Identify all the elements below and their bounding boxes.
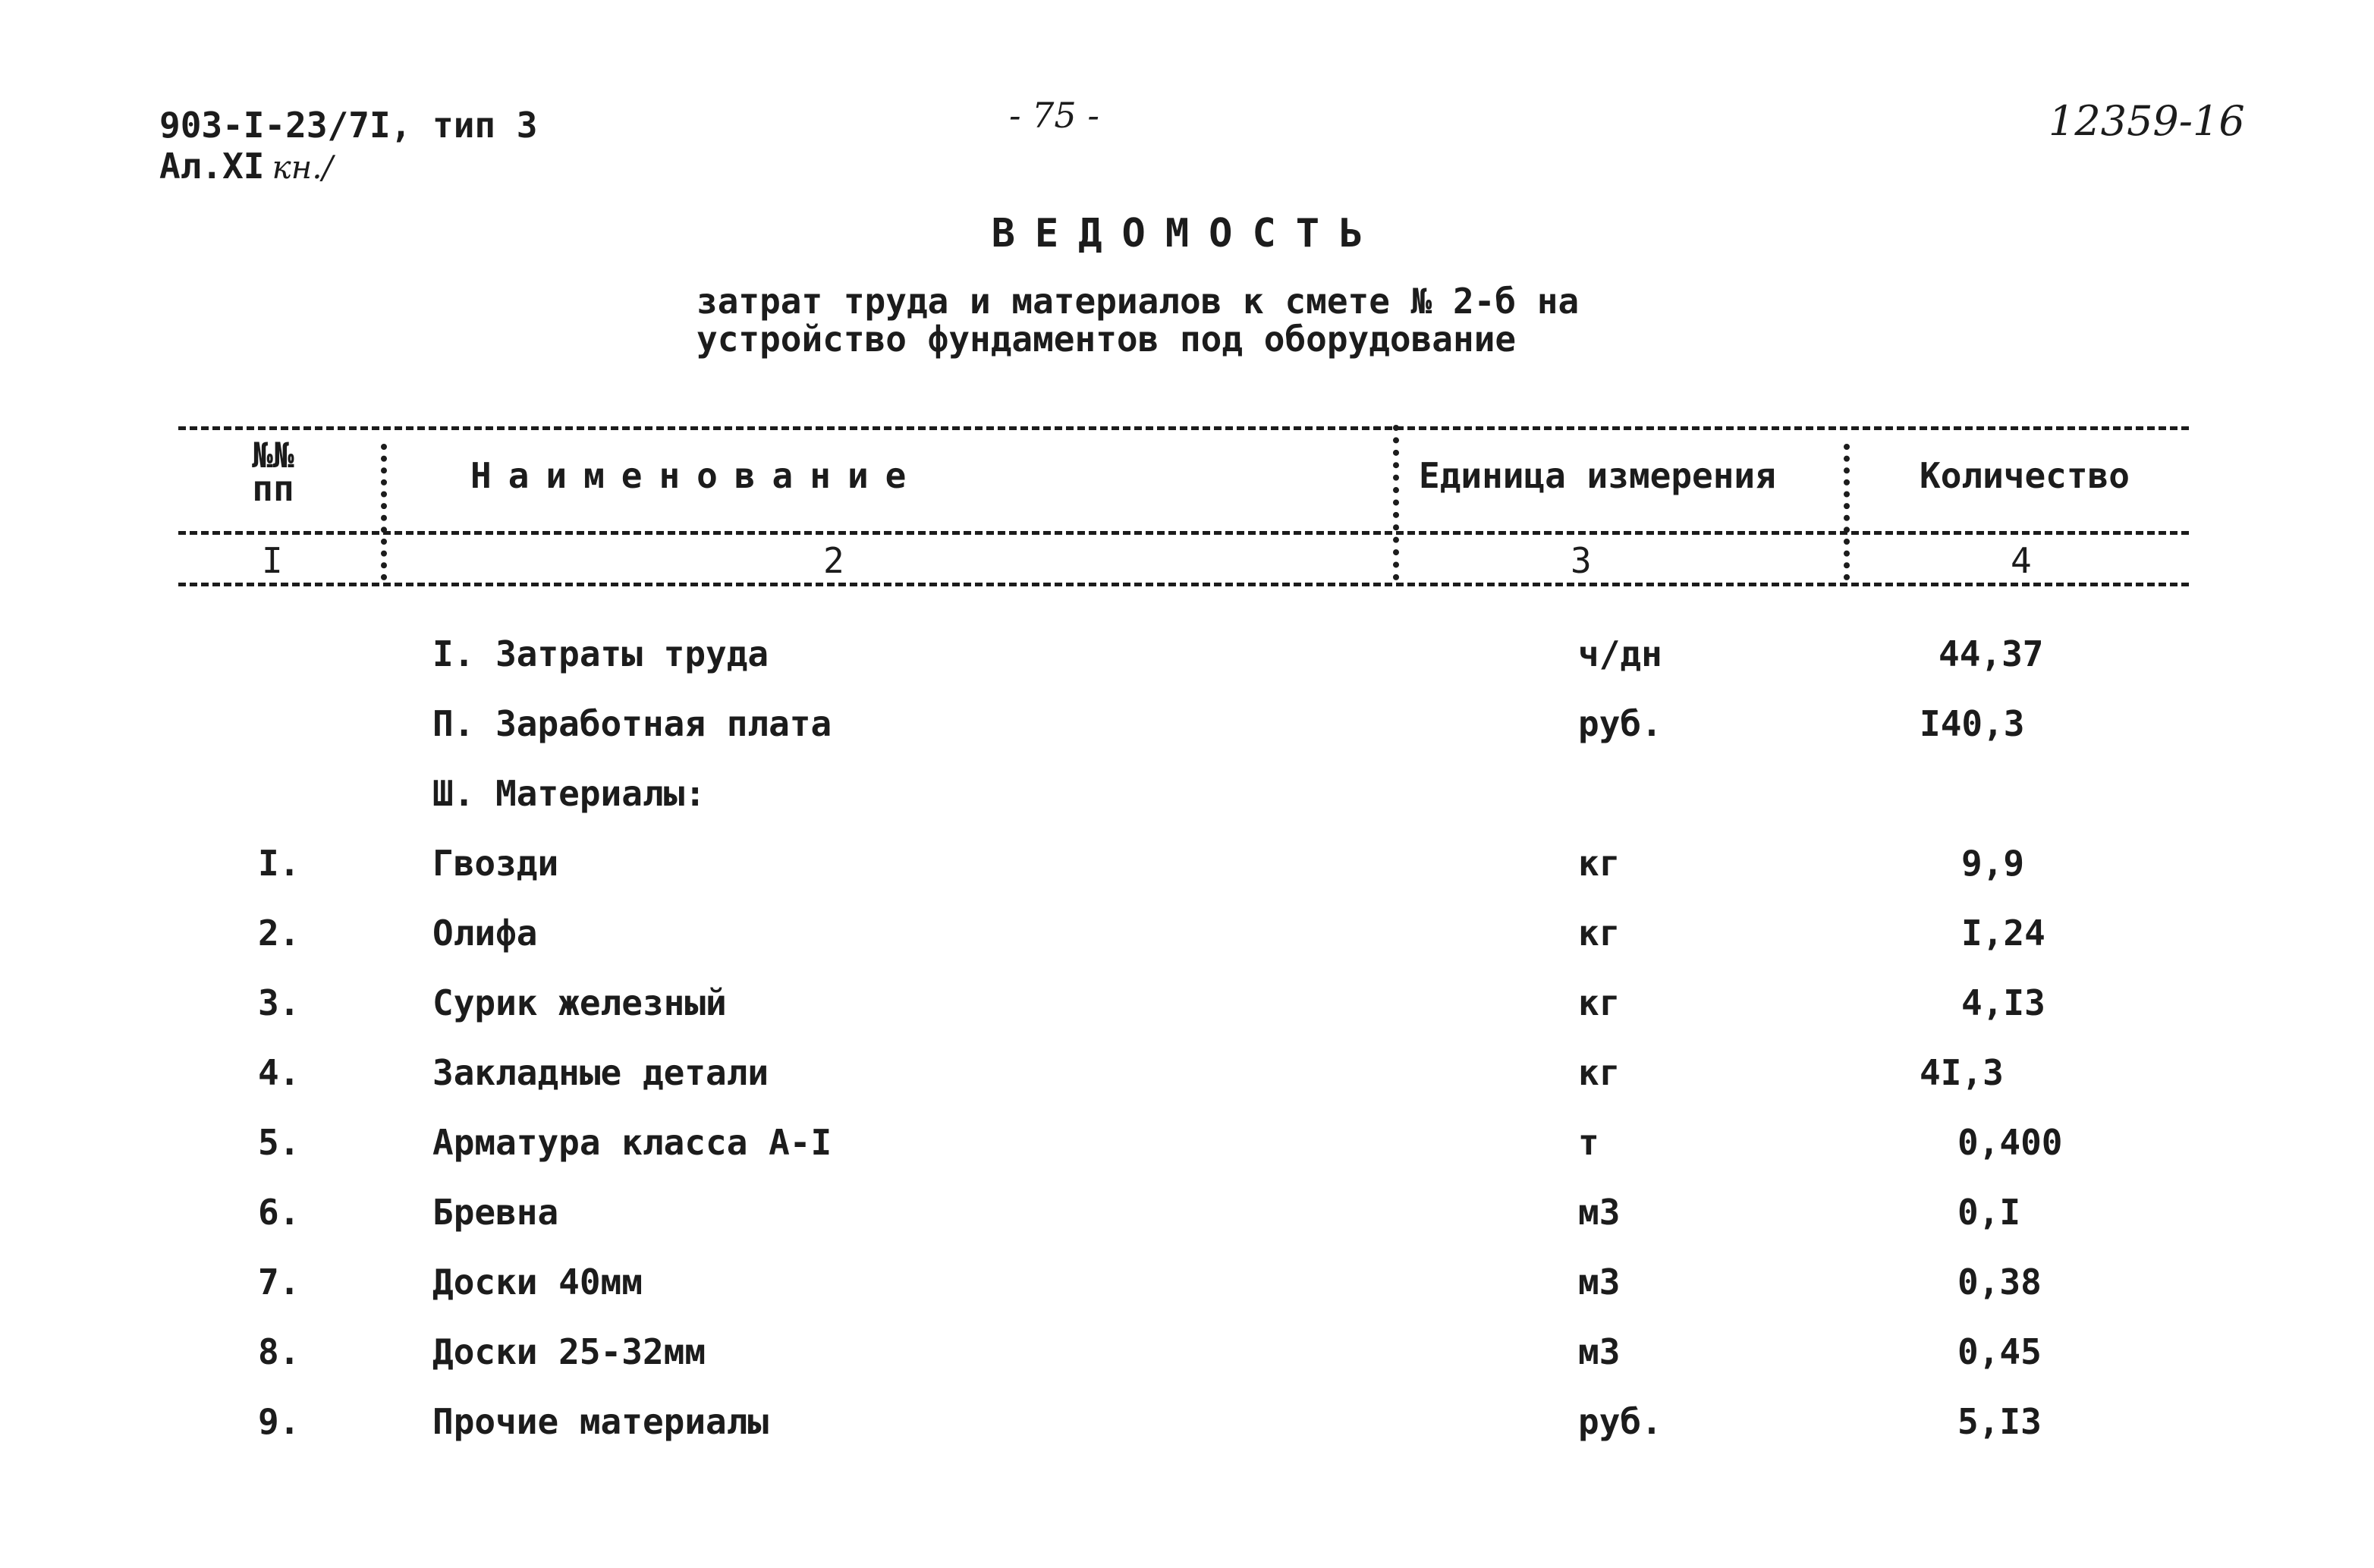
row-10-qty: 0,38 <box>1957 1262 2042 1302</box>
row-9-qty: 0,I <box>1957 1192 2021 1233</box>
column-header-quantity: Количество <box>1920 455 2130 496</box>
table-header-rule <box>178 531 2189 535</box>
row-2-qty: I40,3 <box>1920 703 2025 744</box>
row-4-qty: 9,9 <box>1961 843 2025 884</box>
row-1-name: I. Затраты труда <box>432 633 769 674</box>
row-12-name: Прочие материалы <box>432 1401 769 1442</box>
column-separator <box>381 444 387 580</box>
row-11-name: Доски 25-32мм <box>432 1331 706 1372</box>
row-11-unit: м3 <box>1578 1331 1621 1372</box>
row-5-qty: I,24 <box>1961 913 2045 954</box>
row-5-unit: кг <box>1578 913 1621 954</box>
row-12-unit: руб. <box>1578 1401 1662 1442</box>
column-header-number-line1: №№ <box>252 435 294 476</box>
row-8-num: 5. <box>258 1122 300 1163</box>
row-8-unit: т <box>1578 1122 1599 1163</box>
row-12-num: 9. <box>258 1401 300 1442</box>
row-4-num: I. <box>258 843 300 884</box>
row-5-num: 2. <box>258 913 300 954</box>
row-10-name: Доски 40мм <box>432 1262 643 1302</box>
document-subtitle: затрат труда и материалов к смете № 2-б на устройство фундаментов под оборудование <box>696 281 1580 360</box>
row-7-qty: 4I,3 <box>1920 1052 2004 1093</box>
column-number-1: I <box>262 540 283 581</box>
row-6-name: Сурик железный <box>432 982 727 1023</box>
row-9-unit: м3 <box>1578 1192 1621 1233</box>
row-1-unit: ч/дн <box>1578 633 1662 674</box>
row-11-qty: 0,45 <box>1957 1331 2042 1372</box>
row-6-qty: 4,I3 <box>1961 982 2045 1023</box>
row-10-num: 7. <box>258 1262 300 1302</box>
row-2-unit: руб. <box>1578 703 1662 744</box>
page-number: - 75 - <box>1009 95 1099 136</box>
document-code: 903-I-23/7I, тип 3 <box>159 105 538 146</box>
row-6-unit: кг <box>1578 982 1621 1023</box>
column-number-2: 2 <box>823 540 844 581</box>
row-5-name: Олифа <box>432 913 538 954</box>
row-10-unit: м3 <box>1578 1262 1621 1302</box>
row-7-num: 4. <box>258 1052 300 1093</box>
row-6-num: 3. <box>258 982 300 1023</box>
row-3-name: Ш. Материалы: <box>432 773 706 814</box>
column-header-number <box>220 435 326 509</box>
row-1-qty: 44,37 <box>1939 633 2044 674</box>
column-number-4: 4 <box>2011 540 2032 581</box>
row-12-qty: 5,I3 <box>1957 1401 2042 1442</box>
column-separator <box>1393 425 1399 580</box>
column-separator <box>1844 444 1850 580</box>
row-9-name: Бревна <box>432 1192 559 1233</box>
table-top-rule <box>178 426 2189 430</box>
row-4-unit: кг <box>1578 843 1621 884</box>
document-number: 12359-16 <box>2049 97 2245 145</box>
document-title: ВЕДОМОСТЬ <box>991 211 1383 256</box>
column-header-name: Наименование <box>470 455 923 496</box>
row-7-name: Закладные детали <box>432 1052 769 1093</box>
row-7-unit: кг <box>1578 1052 1621 1093</box>
table-column-number-rule <box>178 583 2189 586</box>
row-11-num: 8. <box>258 1331 300 1372</box>
row-8-qty: 0,400 <box>1957 1122 2063 1163</box>
volume-handwritten-note: кн./ <box>272 149 333 186</box>
column-header-unit: Единица измерения <box>1419 455 1776 496</box>
row-4-name: Гвозди <box>432 843 559 884</box>
volume-number: Ал.XI <box>159 146 265 187</box>
row-2-name: П. Заработная плата <box>432 703 832 744</box>
row-8-name: Арматура класса A-I <box>432 1122 832 1163</box>
column-header-number-line2: пп <box>252 468 294 509</box>
volume-label <box>159 146 333 187</box>
column-number-3: 3 <box>1571 540 1592 581</box>
row-9-num: 6. <box>258 1192 300 1233</box>
